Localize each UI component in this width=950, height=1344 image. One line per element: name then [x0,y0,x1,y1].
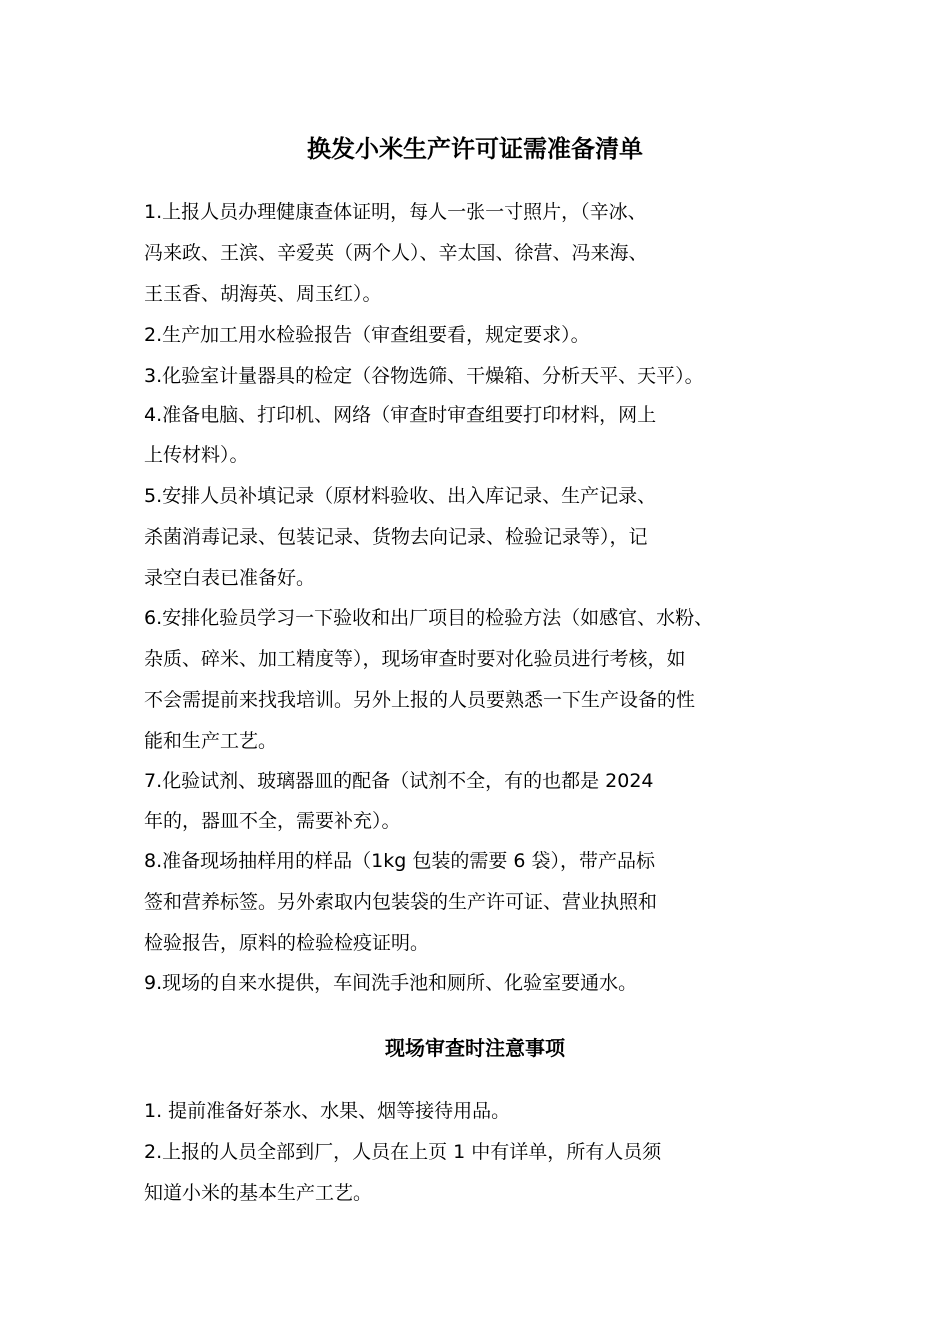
checklist-line: 7.化验试剂、玻璃器皿的配备（试剂不全，有的也都是 2024 [144,770,654,792]
checklist-line: 杀菌消毒记录、包装记录、货物去向记录、检验记录等），记 [144,526,648,548]
document-title: 换发小米生产许可证需准备清单 [307,134,643,163]
checklist-line: 年的，器皿不全，需要补充）。 [144,810,401,832]
checklist-line: 8.准备现场抽样用的样品（1kg 包装的需要 6 袋），带产品标 [144,850,655,872]
checklist-line: 5.安排人员补填记录（原材料验收、出入库记录、生产记录、 [144,485,657,507]
notes-title: 现场审查时注意事项 [385,1036,565,1060]
checklist-line: 录空白表已准备好。 [144,567,316,589]
checklist-line: 2.生产加工用水检验报告（审查组要看，规定要求）。 [144,324,590,346]
checklist-line: 能和生产工艺。 [144,730,278,752]
checklist-line: 冯来政、王滨、辛爱英（两个人）、辛太国、徐营、冯来海、 [144,242,648,264]
checklist-line: 6.安排化验员学习一下验收和出厂项目的检验方法（如感官、水粉、 [144,607,714,629]
checklist-line: 检验报告，原料的检验检疫证明。 [144,932,430,954]
checklist-line: 9.现场的自来水提供，车间洗手池和厕所、化验室要通水。 [144,972,638,994]
notes-line: 2.上报的人员全部到厂，人员在上页 1 中有详单，所有人员须 [144,1141,662,1163]
notes-line: 1. 提前准备好茶水、水果、烟等接待用品。 [144,1100,511,1122]
checklist-line: 王玉香、胡海英、周玉红）。 [144,283,382,305]
checklist-line: 4.准备电脑、打印机、网络（审查时审查组要打印材料，网上 [144,404,657,426]
checklist-line: 不会需提前来找我培训。另外上报的人员要熟悉一下生产设备的性 [144,689,696,711]
checklist-line: 杂质、碎米、加工精度等），现场审查时要对化验员进行考核，如 [144,648,686,670]
checklist-line: 签和营养标签。另外索取内包装袋的生产许可证、营业执照和 [144,891,658,913]
notes-line: 知道小米的基本生产工艺。 [144,1182,373,1204]
checklist-line: 3.化验室计量器具的检定（谷物选筛、干燥箱、分析天平、天平）。 [144,365,704,387]
checklist-line: 上传材料）。 [144,444,249,466]
checklist-line: 1.上报人员办理健康查体证明，每人一张一寸照片，（辛冰、 [144,201,647,223]
